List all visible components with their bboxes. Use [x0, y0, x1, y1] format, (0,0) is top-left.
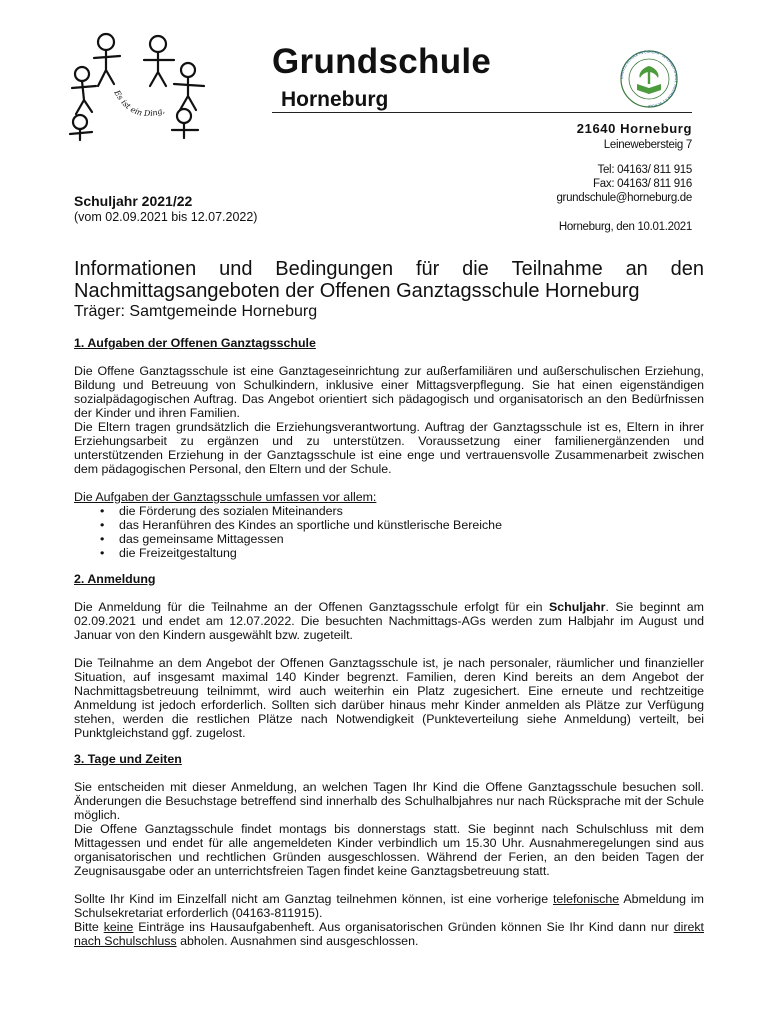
traeger: Träger: Samtgemeinde Horneburg [74, 303, 318, 320]
heading-line-1: Informationen und Bedingungen für die Teilnahme an den [74, 258, 704, 280]
school-year-period: (vom 02.09.2021 bis 12.07.2022) [74, 210, 258, 224]
umweltschule-badge [614, 48, 684, 110]
section-3-para-2: Die Offene Ganztagsschule findet montags bis donnerstags statt. Sie beginnt nach Schulschluss mit dem Mittagessen und endet für alle angemeldeten Kinder verbindlich um 15.30 Uhr. Ausnahmeregelungen sind aus organisatorischen und rechtlichen Gründen ausgeschlossen. Während der Ferien, an den beiden Tagen der Zeugnisausgabe oder an unterrichtsfreien Tagen findet keine Ganztagsbetreuung statt. [74, 822, 704, 878]
header-divider [272, 112, 692, 113]
section-2-para-1: Die Anmeldung für die Teilnahme an der Offenen Ganztagsschule erfolgt für ein Schuljahr. Sie beginnt am 02.09.2021 und endet am 12.07.2022. Die besuchten Nachmittags-AGs werden zum Halbjahr im August und Januar von den Kindern ausgewählt bzw. zugeteilt. [74, 600, 704, 642]
school-year: Schuljahr 2021/22 [74, 193, 193, 209]
school-subtitle: Horneburg [281, 88, 389, 111]
list-item: • die Förderung des sozialen Miteinanders [100, 504, 704, 518]
document-body [74, 336, 704, 948]
heading-line-2: Nachmittagsangeboten der Offenen Ganztagsschule Horneburg [74, 280, 640, 302]
list-item: • das gemeinsame Mittagessen [100, 532, 704, 546]
section-3-para-3: Sollte Ihr Kind im Einzelfall nicht am Ganztag teilnehmen können, ist eine vorherige telefonische Abmeldung im Schulsekretariat erforderlich (04163-811915). [74, 892, 704, 920]
svg-text:Es ist ein Ding, als Gemeinsch: Es ist ein Ding, [112, 88, 166, 119]
address-email: grundschule@horneburg.de [556, 192, 692, 204]
section-3-title: 3. Tage und Zeiten [74, 752, 182, 766]
letter-date: Horneburg, den 10.01.2021 [558, 221, 692, 233]
address-city: 21640 Horneburg [576, 121, 692, 136]
list-item: • das Heranführen des Kindes an sportliche und künstlerische Bereiche [100, 518, 704, 532]
school-logo [66, 30, 212, 142]
address-fax: Fax: 04163/ 811 916 [593, 178, 692, 190]
section-1-list [74, 504, 704, 560]
address-tel: Tel: 04163/ 811 915 [597, 164, 692, 176]
section-1-para-1: Die Offene Ganztagsschule ist eine Ganztageseinrichtung zur außerfamiliären und außerschulischen Erziehung, Bildung und Betreuung von Schulkindern, inklusive einer Mittagsverpflegung. Sie hat einen eigenständigen sozialpädagogischen Auftrag. Das Angebot orientiert sich pädagogisch und organisatorisch an den Bedürfnissen der Kinder und ihren Familien. [74, 364, 704, 420]
svg-text:UMWELTSCHULE IN EUROPA · INTER: UMWELTSCHULE IN EUROPA · INTERNATIONALE AGENDA 21 SCHULE [619, 49, 679, 109]
list-item: • die Freizeitgestaltung [100, 546, 704, 560]
section-2-para-2: Die Teilnahme an dem Angebot der Offenen Ganztagsschule ist, je nach personaler, räumlicher und finanzieller Situation, auf insgesamt maximal 140 Kinder begrenzt. Familien, deren Kind bereits an dem Angebot der Nachmittagsbetreuung teilnimmt, wird auch weiterhin ein Platz zugesichert. Eine erneute und rechtzeitige Anmeldung ist jedoch erforderlich. Sollten sich darüber hinaus mehr Kinder anmelden als Plätze zur Verfügung stehen, werden die restlichen Plätze nach Notwendigkeit (Punkteverteilung siehe Anmeldung) verteilt, bei Punktgleichstand ggf. zugelost. [74, 656, 704, 740]
section-1-list-intro: Die Aufgaben der Ganztagsschule umfassen vor allem: [74, 490, 377, 504]
document-heading [74, 258, 704, 302]
section-3-para-1: Sie entscheiden mit dieser Anmeldung, an welchen Tagen Ihr Kind die Offene Ganztagsschule besuchen soll. Änderungen die Besuchstage betreffend sind innerhalb des Schulhalbjahres nur nach Rücksprache mit der Schule möglich. [74, 780, 704, 822]
school-title: Grundschule [272, 42, 492, 81]
address-street: Leinewebersteig 7 [603, 139, 692, 151]
section-1-para-2: Die Eltern tragen grundsätzlich die Erziehungsverantwortung. Auftrag der Ganztagsschule ist es, Eltern in ihrer Erziehungsarbeit zu ergänzen und zu unterstützen. Voraussetzung einer familienergänzenden und unterstützenden Erziehung in der Ganztagsschule ist eine enge und vertrauensvolle Zusammenarbeit zwischen dem pädagogischen Personal, den Eltern und der Schule. [74, 420, 704, 476]
section-2-title: 2. Anmeldung [74, 572, 156, 586]
section-1-title: 1. Aufgaben der Offenen Ganztagsschule [74, 336, 316, 350]
children-circle-drawing [66, 30, 212, 142]
section-3-para-4: Bitte keine Einträge ins Hausaufgabenheft. Aus organisatorischen Gründen können Sie Ihr Kind dann nur direkt nach Schulschluss abholen. Ausnahmen sind ausgeschlossen. [74, 920, 704, 948]
